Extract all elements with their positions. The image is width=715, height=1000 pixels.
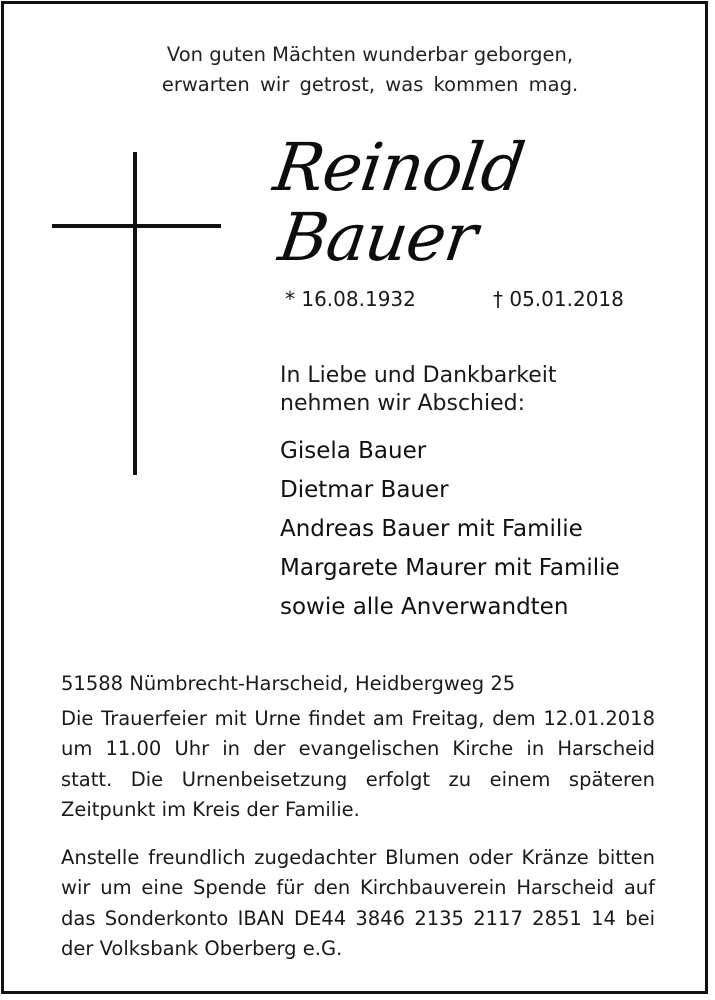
mourner-item: Andreas Bauer mit Familie (280, 516, 583, 542)
mourner-item: Gisela Bauer (280, 438, 427, 464)
motto-line-1: Von guten Mächten wunderbar geborgen, (166, 43, 574, 66)
death-date: † 05.01.2018 (493, 287, 624, 311)
mourner-item: Margarete Maurer mit Familie (280, 555, 620, 581)
motto-line-2: erwarten wir getrost, was kommen mag. (161, 73, 579, 96)
farewell-text (280, 362, 557, 418)
cross-icon (133, 152, 137, 475)
deceased-first-name: Reinold (269, 129, 529, 206)
donation-info-paragraph: Anstelle freundlich zugedachter Blumen oder Kränze bitten wir um eine Spende für den Kirchbauverein Harscheid auf das Sonderkonto IBAN DE44 3846 2135 2117 2851 14 bei der Volksbank Oberberg e.G. (61, 846, 655, 960)
deceased-last-name: Bauer (274, 199, 482, 276)
cross-icon-crossbar (52, 224, 221, 228)
mourners-list (280, 432, 620, 627)
birth-date: * 16.08.1932 (285, 287, 416, 311)
family-address: 51588 Nümbrecht-Harscheid, Heidbergweg 25 (61, 672, 516, 695)
farewell-line-1: In Liebe und Dankbarkeit (280, 363, 557, 388)
mourner-item: sowie alle Anverwandten (280, 594, 569, 620)
motto-quote (110, 40, 630, 100)
funeral-info-paragraph: Die Trauerfeier mit Urne findet am Freitag, dem 12.01.2018 um 11.00 Uhr in der evangelischen Kirche in Harscheid statt. Die Urnenbeisetzung erfolgt zu einem späteren Zeitpunkt im Kreis der Familie. (61, 707, 655, 821)
farewell-line-2: nehmen wir Abschied: (280, 391, 526, 416)
mourner-item: Dietmar Bauer (280, 477, 449, 503)
